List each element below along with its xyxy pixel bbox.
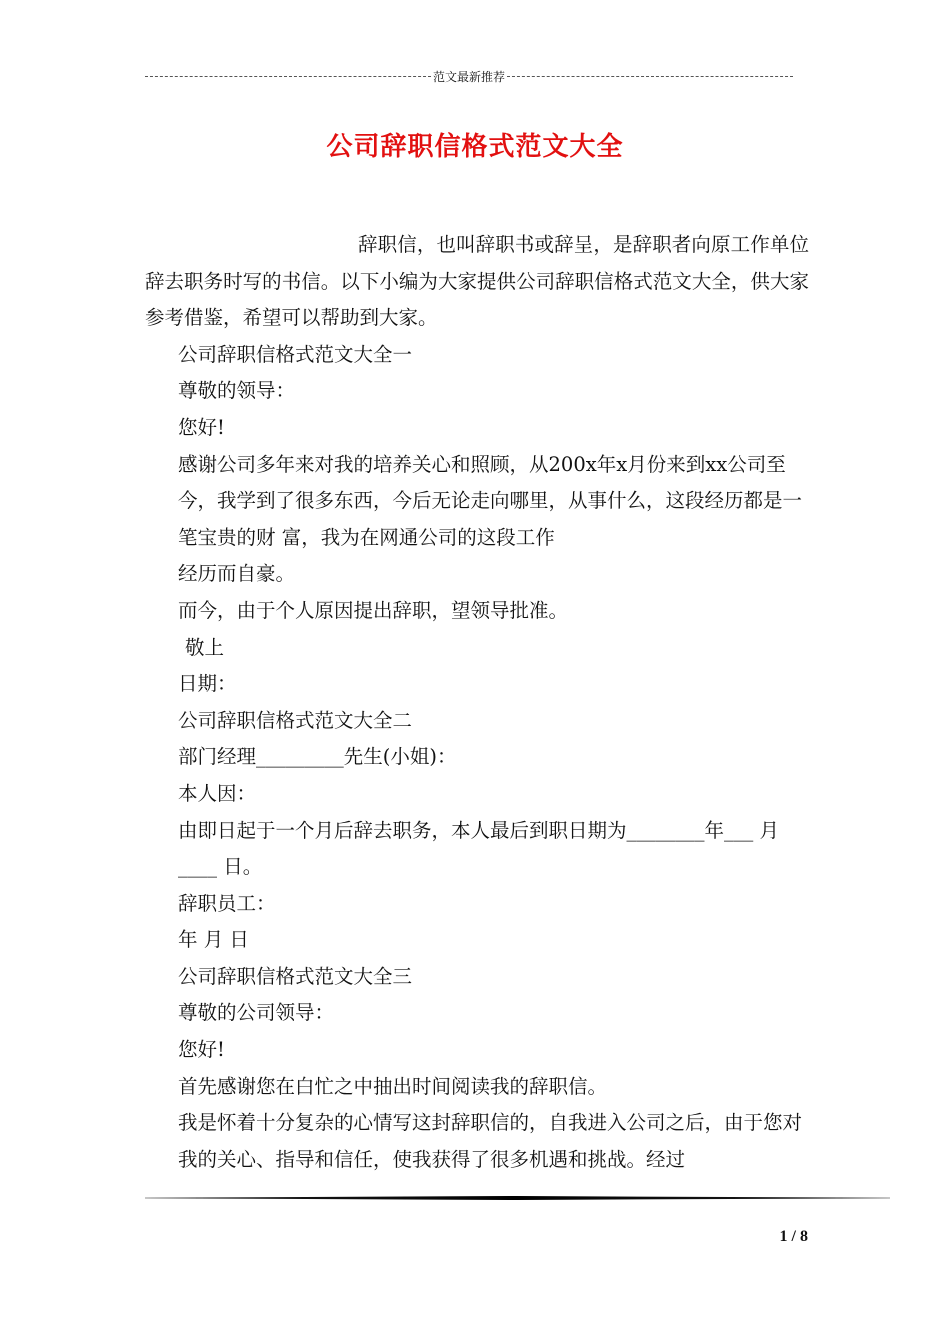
salutation: 尊敬的公司领导： (178, 1001, 335, 1025)
document-title: 公司辞职信格式范文大全 (326, 132, 624, 162)
salutation: 尊敬的领导： (178, 379, 296, 403)
date-line: 年 月 日 (178, 928, 249, 952)
closing: 敬上 (185, 635, 225, 659)
document-body (145, 227, 809, 1178)
salutation: 部门经理_________先生(小姐)： (178, 745, 457, 769)
section-heading: 公司辞职信格式范文大全三 (178, 964, 413, 988)
date-line: 日期： (178, 672, 237, 696)
footer-divider (145, 1196, 890, 1200)
body-paragraph: 感谢公司多年来对我的培养关心和照顾，从200x年x月份来到xx公司至今，我学到了很多东西，今后无论走向哪里，从事什么，这段经历都是一笔宝贵的财 富，我为在网通公司的这段工作 (178, 452, 803, 549)
page-header (145, 66, 793, 86)
body-paragraph: 而今，由于个人原因提出辞职，望领导批准。 (178, 598, 569, 622)
signature-line: 辞职员工： (178, 891, 276, 915)
body-paragraph: 经历而自豪。 (178, 562, 296, 586)
header-dash-right (507, 76, 793, 77)
section-heading: 公司辞职信格式范文大全一 (178, 342, 413, 366)
body-paragraph: 首先感谢您在白忙之中抽出时间阅读我的辞职信。 (178, 1074, 608, 1098)
body-paragraph: 由即日起于一个月后辞去职务，本人最后到职日期为________年___ 月____ 日。 (178, 818, 779, 879)
section-heading: 公司辞职信格式范文大全二 (178, 708, 413, 732)
body-paragraph: 我是怀着十分复杂的心情写这封辞职信的，自我进入公司之后，由于您对我的关心、指导和信任，使我获得了很多机遇和挑战。经过 (178, 1111, 803, 1171)
header-label: 范文最新推荐 (433, 69, 506, 84)
header-dash-left (145, 76, 431, 77)
greeting: 您好! (178, 415, 225, 439)
page-number: 1 / 8 (779, 1228, 808, 1245)
body-paragraph: 本人因： (178, 781, 257, 805)
intro-paragraph: 辞职信，也叫辞职书或辞呈，是辞职者向原工作单位辞去职务时写的书信。以下小编为大家提供公司辞职信格式范文大全，供大家参考借鉴，希望可以帮助到大家。 (145, 233, 809, 330)
greeting: 您好! (178, 1038, 225, 1062)
